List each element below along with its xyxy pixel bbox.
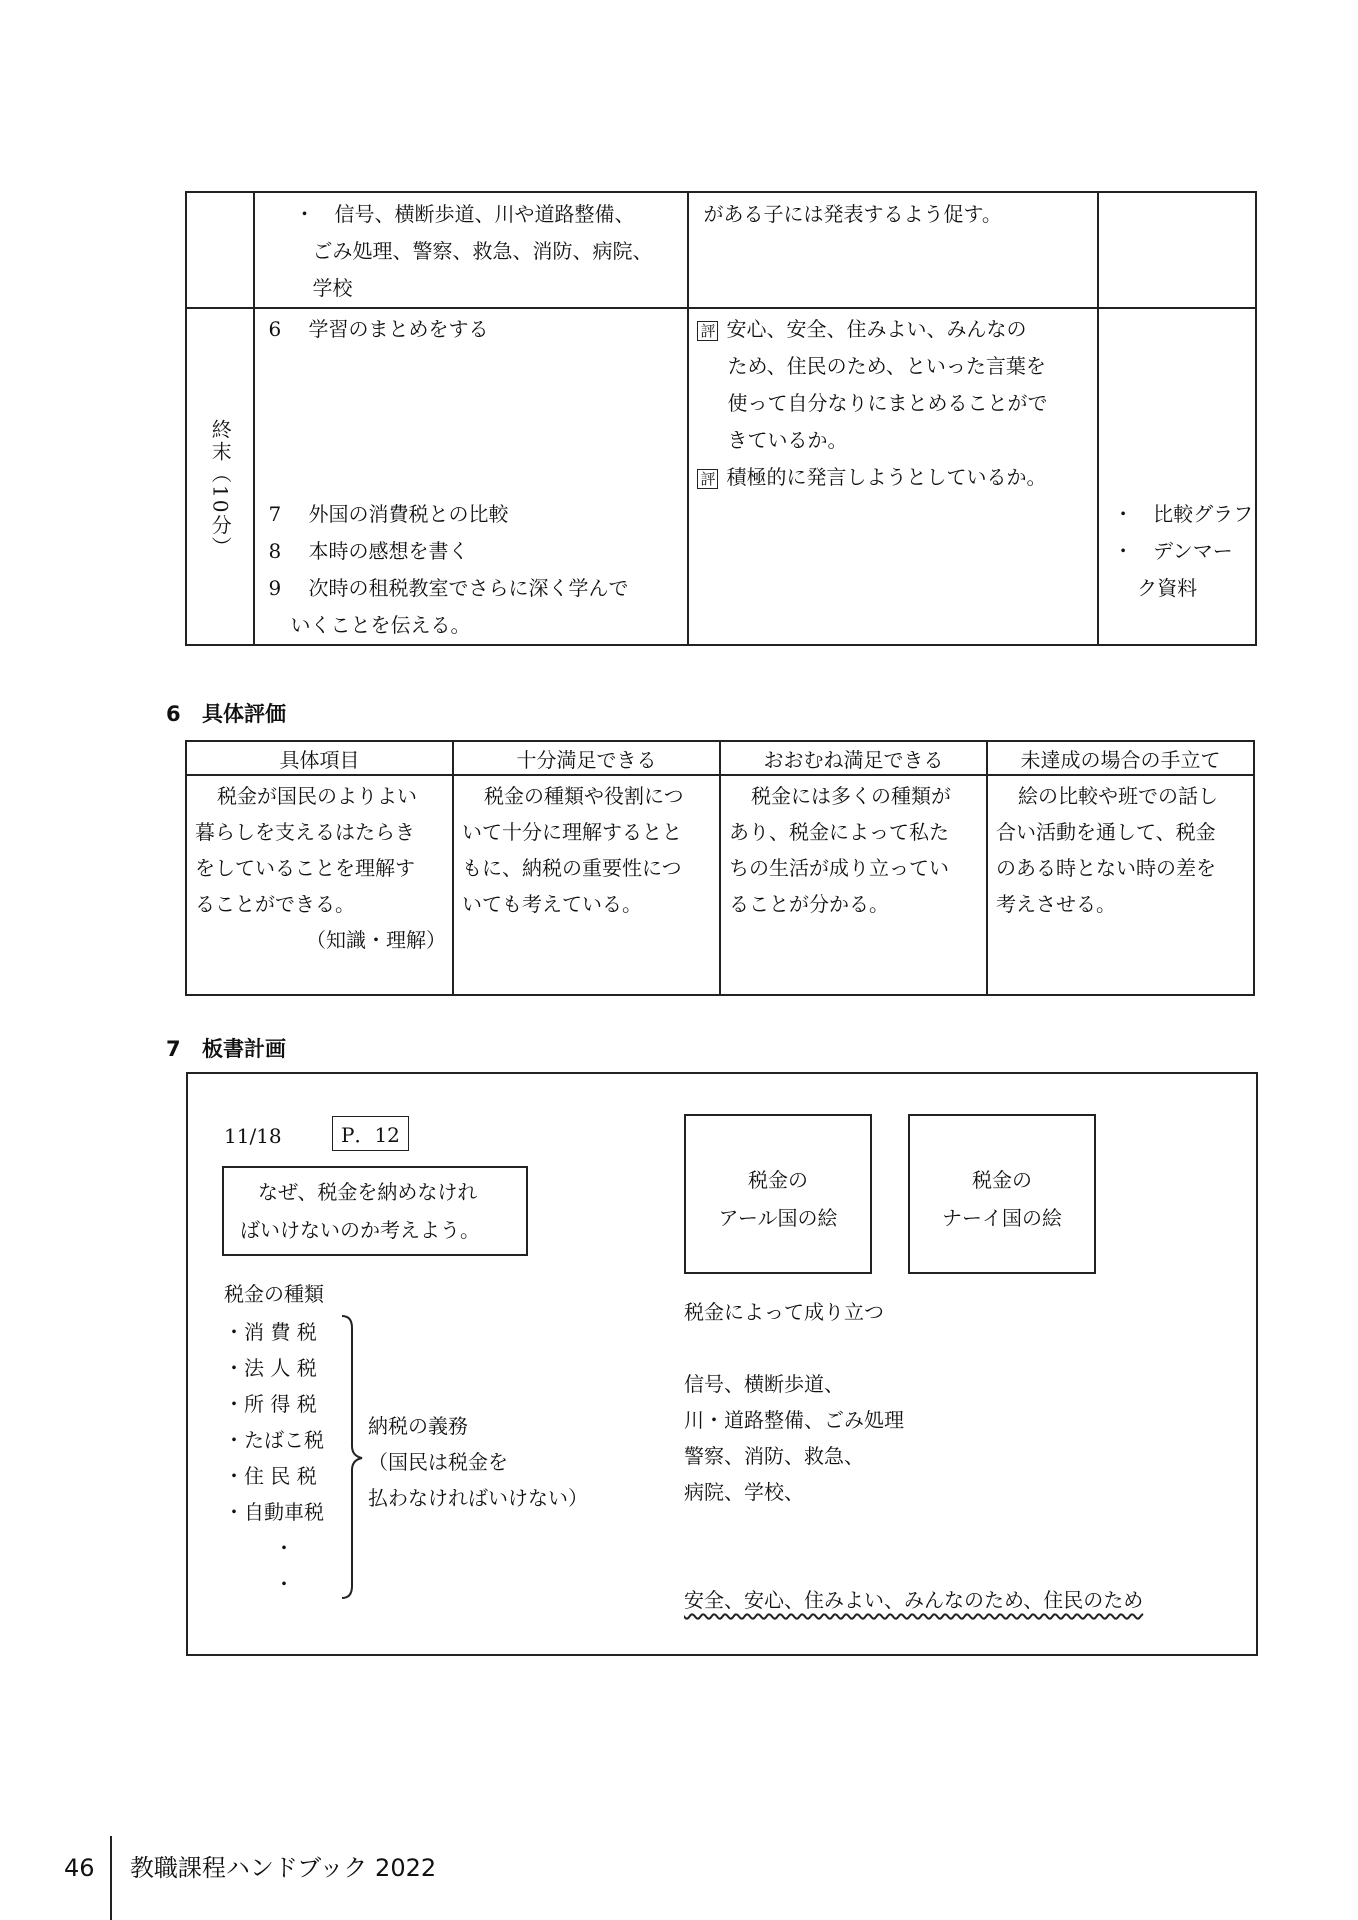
cell-line: いても考えている。 [462, 892, 642, 916]
conclusion-text: 安全、安心、住みよい、みんなのため、住民のため [684, 1588, 1144, 1612]
cell-line: 税金の種類や役割につ [484, 784, 684, 808]
tax-item: ・住 民 税 [224, 1464, 317, 1488]
eval-mark: 評 [697, 321, 718, 341]
hint-cell [688, 308, 1098, 645]
activity-cell [254, 192, 689, 308]
tax-item: ・たばこ税 [224, 1428, 324, 1452]
cell-line: ることが分かる。 [729, 892, 889, 916]
picture-box-notax [908, 1114, 1096, 1274]
tax-item: ・自動車税 [224, 1500, 324, 1524]
column-header: 未達成の場合の手立て [987, 741, 1254, 775]
picture-box-tax [684, 1114, 872, 1274]
column-header: おおむね満足できる [720, 741, 987, 775]
duty-line: （国民は税金を [368, 1450, 508, 1474]
board-page: P．12 [332, 1116, 409, 1151]
picture-label: ナーイ国の絵 [942, 1206, 1062, 1230]
cell-line: 税金が国民のよりよい [217, 784, 417, 808]
section-heading: 6 具体評価 [166, 702, 286, 726]
example-line: 警察、消防、救急、 [684, 1444, 864, 1468]
supported-text: 税金によって成り立つ [684, 1300, 884, 1324]
duty-line: 納税の義務 [368, 1414, 468, 1438]
table-header-row [186, 741, 1254, 775]
board-date: 11/18 [224, 1124, 282, 1148]
hint-line: 評 安心、安全、住みよい、みんなの [689, 311, 1097, 348]
cell-line: をしていることを理解す [195, 856, 415, 880]
hint-line: 評 積極的に発言しようとしているか。 [689, 459, 1097, 496]
activity-item: 7 外国の消費税との比較 [268, 502, 509, 526]
materials-cell [1098, 192, 1256, 308]
eval-cell [720, 775, 987, 995]
hint-line: ため、住民のため、といった言葉を [727, 354, 1046, 378]
activity-item: 6 学習のまとめをする [268, 317, 489, 341]
stage-cell [186, 192, 254, 308]
question-box [222, 1166, 528, 1256]
cell-line: 考えさせる。 [996, 892, 1116, 916]
activity-line: ・ 信号、横断歩道、川や道路整備、 [294, 202, 635, 226]
question-line: なぜ、税金を納めなけれ [258, 1180, 478, 1204]
cell-line: もに、納税の重要性につ [462, 856, 682, 880]
picture-label: アール国の絵 [718, 1206, 838, 1230]
tax-types-title: 税金の種類 [224, 1282, 324, 1306]
activity-line: 学校 [312, 276, 353, 300]
example-line: 信号、横断歩道、 [684, 1372, 844, 1396]
duty-line: 払わなければいけない） [368, 1486, 588, 1510]
book-title: 教職課程ハンドブック 2022 [129, 1854, 437, 1882]
stage-cell [186, 308, 254, 645]
table-row [186, 308, 1256, 645]
picture-label: 税金の [972, 1168, 1032, 1192]
table-row [186, 192, 1256, 308]
evaluation-table [185, 740, 1255, 996]
hint-line: 使って自分なりにまとめることがで [727, 391, 1048, 415]
section-heading: 7 板書計画 [166, 1037, 286, 1061]
hint-cell [688, 192, 1098, 308]
activity-item: 8 本時の感想を書く [268, 539, 469, 563]
question-line: ばいけないのか考えよう。 [240, 1218, 480, 1242]
cell-line: ちの生活が成り立ってい [729, 856, 949, 880]
column-header: 具体項目 [186, 741, 453, 775]
activity-item: 9 次時の租税教室でさらに深く学んで [268, 576, 629, 600]
tax-item: ・ [274, 1536, 294, 1560]
cell-note: （知識・理解） [306, 928, 446, 952]
eval-cell [987, 775, 1254, 995]
eval-cell [453, 775, 720, 995]
activity-line: ごみ処理、警察、救急、消防、病院、 [312, 239, 653, 263]
cell-line: のある時とない時の差を [996, 856, 1216, 880]
column-header: 十分満足できる [453, 741, 720, 775]
table-row [186, 775, 1254, 995]
cell-line: 合い活動を通して、税金 [996, 820, 1216, 844]
example-line: 川・道路整備、ごみ処理 [684, 1408, 904, 1432]
eval-mark: 評 [697, 469, 718, 489]
eval-cell [186, 775, 453, 995]
lesson-plan-table [185, 191, 1257, 646]
page-footer [64, 1848, 436, 1883]
tax-item: ・所 得 税 [224, 1392, 317, 1416]
hint-line: がある子には発表するよう促す。 [703, 202, 1002, 226]
tax-item: ・法 人 税 [224, 1356, 317, 1380]
activity-cell [254, 308, 689, 645]
example-line: 病院、学校、 [684, 1480, 804, 1504]
material-item: ・ 比較グラフ [1113, 502, 1254, 526]
cell-line: 税金には多くの種類が [751, 784, 951, 808]
hint-line: きているか。 [727, 428, 848, 452]
cell-line: いて十分に理解するとと [462, 820, 682, 844]
picture-label: 税金の [748, 1168, 808, 1192]
page-number: 46 [64, 1854, 95, 1882]
cell-line: 絵の比較や班での話し [1018, 784, 1218, 808]
tax-item: ・ [274, 1572, 294, 1596]
material-item: ・ デンマー [1113, 539, 1233, 563]
activity-line: いくことを伝える。 [290, 613, 471, 637]
stage-label: 終末（10分） [208, 419, 233, 559]
materials-cell [1098, 308, 1256, 645]
cell-line: 暮らしを支えるはたらき [195, 820, 415, 844]
material-item: ク資料 [1137, 576, 1198, 600]
board-plan [186, 1072, 1258, 1656]
tax-item: ・消 費 税 [224, 1320, 317, 1344]
cell-line: ることができる。 [195, 892, 355, 916]
cell-line: あり、税金によって私た [729, 820, 949, 844]
